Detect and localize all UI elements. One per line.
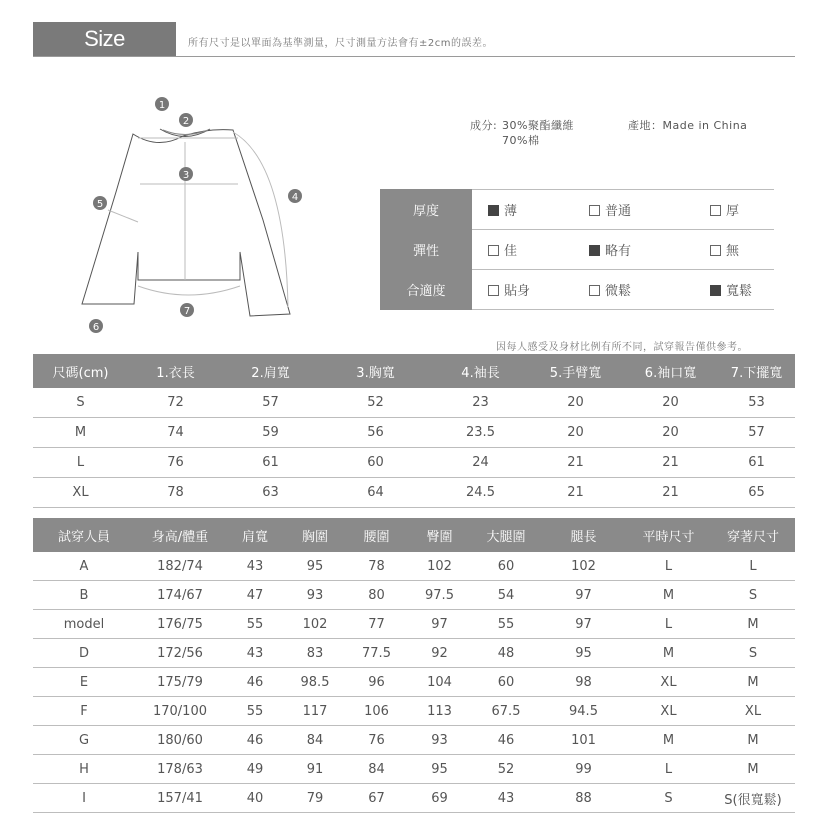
marker-6 — [89, 319, 103, 333]
table-cell: 20 — [528, 418, 623, 448]
marker-7 — [180, 303, 194, 317]
table-row — [33, 478, 795, 508]
table-cell: M — [626, 639, 711, 668]
table-cell: 99 — [541, 755, 626, 784]
attr-row-elasticity — [380, 230, 774, 270]
table-cell: S — [626, 784, 711, 813]
table-row — [33, 610, 795, 639]
column-header: 大腿圍 — [471, 518, 541, 552]
table-cell: S — [711, 581, 795, 610]
attr-label: 彈性 — [380, 230, 472, 270]
table-cell: 92 — [408, 639, 471, 668]
table-cell: 24 — [433, 448, 528, 478]
table-cell: 178/63 — [135, 755, 225, 784]
marker-5-label: 5 — [96, 199, 104, 210]
table-cell: 21 — [528, 448, 623, 478]
composition-line-1: 30%聚酯纖維 — [502, 119, 574, 132]
table-cell: 84 — [285, 726, 345, 755]
table-cell: M — [711, 755, 795, 784]
composition-line-2: 70%棉 — [502, 134, 540, 147]
table-cell: 157/41 — [135, 784, 225, 813]
table-cell: 69 — [408, 784, 471, 813]
table-cell: 43 — [225, 639, 285, 668]
marker-5 — [93, 196, 107, 210]
table-cell: 59 — [223, 418, 318, 448]
table-cell: 46 — [225, 726, 285, 755]
table-cell: 55 — [471, 610, 541, 639]
table-cell: 172/56 — [135, 639, 225, 668]
table-cell: A — [33, 552, 135, 581]
table-cell: S(很寬鬆) — [711, 784, 795, 813]
size-information-title: Size Information — [33, 22, 176, 56]
table-cell: L — [711, 552, 795, 581]
checkbox-empty-icon — [710, 245, 721, 256]
table-cell: 84 — [345, 755, 408, 784]
table-cell: 56 — [318, 418, 433, 448]
checkbox-checked-icon — [589, 245, 600, 256]
table-cell: M — [711, 610, 795, 639]
table-cell: I — [33, 784, 135, 813]
table-cell: S — [33, 388, 128, 418]
table-cell: 98 — [541, 668, 626, 697]
table-cell: D — [33, 639, 135, 668]
table-cell: 88 — [541, 784, 626, 813]
table-cell: 78 — [128, 478, 223, 508]
table-cell: L — [626, 755, 711, 784]
table-cell: 52 — [471, 755, 541, 784]
try-on-report-table — [33, 518, 795, 813]
try-on-table-header — [33, 518, 795, 552]
table-cell: 91 — [285, 755, 345, 784]
table-row — [33, 697, 795, 726]
column-header: 4.袖長 — [433, 354, 528, 388]
table-cell: 55 — [225, 697, 285, 726]
table-cell: 175/79 — [135, 668, 225, 697]
header-divider — [33, 56, 795, 57]
table-cell: 74 — [128, 418, 223, 448]
fit-reference-note: 因每人感受及身材比例有所不同，試穿報告僅供參考。 — [496, 342, 748, 353]
table-cell: B — [33, 581, 135, 610]
column-header: 腿長 — [541, 518, 626, 552]
attr-option: 貼身 — [504, 284, 531, 299]
table-cell: 54 — [471, 581, 541, 610]
table-cell: 104 — [408, 668, 471, 697]
table-cell: 170/100 — [135, 697, 225, 726]
table-cell: 102 — [408, 552, 471, 581]
table-cell: 113 — [408, 697, 471, 726]
marker-4 — [288, 189, 302, 203]
table-cell: L — [626, 610, 711, 639]
column-header: 5.手臂寬 — [528, 354, 623, 388]
table-cell: 176/75 — [135, 610, 225, 639]
column-header: 6.袖口寬 — [623, 354, 718, 388]
marker-4-label: 4 — [291, 192, 299, 203]
column-header: 尺碼(cm) — [33, 354, 128, 388]
composition-label: 成分: — [470, 119, 498, 132]
table-cell: L — [33, 448, 128, 478]
table-cell: 48 — [471, 639, 541, 668]
table-cell: 63 — [223, 478, 318, 508]
table-cell: M — [626, 726, 711, 755]
table-row — [33, 388, 795, 418]
table-cell: XL — [626, 697, 711, 726]
table-cell: M — [711, 668, 795, 697]
table-cell: H — [33, 755, 135, 784]
table-cell: 93 — [285, 581, 345, 610]
table-cell: 67.5 — [471, 697, 541, 726]
table-cell: S — [711, 639, 795, 668]
checkbox-empty-icon — [589, 205, 600, 216]
table-cell: XL — [711, 697, 795, 726]
sweater-outline-icon — [80, 92, 320, 342]
table-cell: 78 — [345, 552, 408, 581]
table-cell: 97 — [541, 581, 626, 610]
attr-option: 微鬆 — [605, 284, 632, 299]
table-cell: 80 — [345, 581, 408, 610]
table-cell: 52 — [318, 388, 433, 418]
table-cell: 21 — [623, 448, 718, 478]
attr-option: 無 — [726, 244, 740, 259]
table-cell: 47 — [225, 581, 285, 610]
table-cell: 93 — [408, 726, 471, 755]
checkbox-checked-icon — [488, 205, 499, 216]
table-cell: 21 — [528, 478, 623, 508]
table-cell: 20 — [623, 388, 718, 418]
attr-option: 略有 — [605, 244, 632, 259]
table-cell: F — [33, 697, 135, 726]
attr-row-thickness — [380, 190, 774, 230]
table-cell: 102 — [285, 610, 345, 639]
table-cell: 49 — [225, 755, 285, 784]
checkbox-checked-icon — [710, 285, 721, 296]
table-cell: 83 — [285, 639, 345, 668]
table-cell: 21 — [623, 478, 718, 508]
table-cell: 57 — [223, 388, 318, 418]
marker-3 — [179, 167, 193, 181]
table-cell: 102 — [541, 552, 626, 581]
column-header: 2.肩寬 — [223, 354, 318, 388]
column-header: 腰圍 — [345, 518, 408, 552]
attr-label: 合適度 — [380, 270, 472, 310]
table-cell: G — [33, 726, 135, 755]
column-header: 平時尺寸 — [626, 518, 711, 552]
table-cell: 182/74 — [135, 552, 225, 581]
table-cell: M — [711, 726, 795, 755]
table-cell: M — [626, 581, 711, 610]
table-cell: 97.5 — [408, 581, 471, 610]
size-chart-table — [33, 354, 795, 508]
table-cell: 60 — [318, 448, 433, 478]
table-cell: model — [33, 610, 135, 639]
marker-1 — [155, 97, 169, 111]
fabric-attributes-table — [380, 189, 774, 310]
table-cell: 76 — [128, 448, 223, 478]
table-cell: 61 — [718, 448, 795, 478]
marker-7-label: 7 — [183, 306, 191, 317]
table-cell: 77.5 — [345, 639, 408, 668]
attr-option: 厚 — [726, 204, 740, 219]
table-cell: 77 — [345, 610, 408, 639]
attr-row-fit — [380, 270, 774, 310]
column-header: 7.下擺寬 — [718, 354, 795, 388]
table-cell: 117 — [285, 697, 345, 726]
table-cell: 96 — [345, 668, 408, 697]
table-cell: 24.5 — [433, 478, 528, 508]
column-header: 穿著尺寸 — [711, 518, 795, 552]
attr-option: 佳 — [504, 244, 518, 259]
marker-6-label: 6 — [92, 322, 100, 333]
table-row — [33, 581, 795, 610]
column-header: 3.胸寬 — [318, 354, 433, 388]
column-header: 身高/體重 — [135, 518, 225, 552]
table-cell: 106 — [345, 697, 408, 726]
table-cell: XL — [626, 668, 711, 697]
attr-option: 薄 — [504, 204, 518, 219]
table-cell: 95 — [541, 639, 626, 668]
column-header: 胸圍 — [285, 518, 345, 552]
table-cell: 101 — [541, 726, 626, 755]
table-cell: 60 — [471, 668, 541, 697]
table-row — [33, 755, 795, 784]
table-cell: 97 — [408, 610, 471, 639]
table-row — [33, 448, 795, 478]
table-cell: M — [33, 418, 128, 448]
table-cell: 180/60 — [135, 726, 225, 755]
marker-1-label: 1 — [158, 100, 166, 111]
attr-label: 厚度 — [380, 190, 472, 230]
checkbox-empty-icon — [488, 245, 499, 256]
table-row — [33, 639, 795, 668]
table-cell: 57 — [718, 418, 795, 448]
marker-2-label: 2 — [182, 116, 190, 127]
table-cell: 98.5 — [285, 668, 345, 697]
attr-option: 寬鬆 — [726, 284, 753, 299]
origin: 產地：Made in China — [628, 119, 748, 132]
table-cell: 76 — [345, 726, 408, 755]
table-cell: 20 — [528, 388, 623, 418]
table-cell: 60 — [471, 552, 541, 581]
table-cell: 61 — [223, 448, 318, 478]
checkbox-empty-icon — [589, 285, 600, 296]
table-cell: 46 — [471, 726, 541, 755]
table-cell: 64 — [318, 478, 433, 508]
table-cell: L — [626, 552, 711, 581]
column-header: 1.衣長 — [128, 354, 223, 388]
column-header: 肩寬 — [225, 518, 285, 552]
table-cell: 95 — [285, 552, 345, 581]
table-row — [33, 552, 795, 581]
marker-3-label: 3 — [182, 170, 190, 181]
table-cell: 97 — [541, 610, 626, 639]
table-cell: 46 — [225, 668, 285, 697]
table-cell: 174/67 — [135, 581, 225, 610]
table-row — [33, 784, 795, 813]
table-cell: 55 — [225, 610, 285, 639]
table-cell: 65 — [718, 478, 795, 508]
table-cell: XL — [33, 478, 128, 508]
checkbox-empty-icon — [488, 285, 499, 296]
table-cell: 94.5 — [541, 697, 626, 726]
table-cell: 67 — [345, 784, 408, 813]
table-cell: 23 — [433, 388, 528, 418]
table-cell: 79 — [285, 784, 345, 813]
table-cell: 40 — [225, 784, 285, 813]
table-cell: E — [33, 668, 135, 697]
table-cell: 53 — [718, 388, 795, 418]
table-cell: 43 — [225, 552, 285, 581]
table-cell: 23.5 — [433, 418, 528, 448]
table-row — [33, 726, 795, 755]
size-table-header — [33, 354, 795, 388]
column-header: 臀圍 — [408, 518, 471, 552]
table-cell: 20 — [623, 418, 718, 448]
measurement-note: 所有尺寸是以單面為基準測量，尺寸測量方法會有±2cm的誤差。 — [188, 38, 493, 49]
marker-2 — [179, 113, 193, 127]
column-header: 試穿人員 — [33, 518, 135, 552]
table-cell: 95 — [408, 755, 471, 784]
attr-option: 普通 — [605, 204, 632, 219]
table-cell: 72 — [128, 388, 223, 418]
table-row — [33, 418, 795, 448]
table-row — [33, 668, 795, 697]
table-cell: 43 — [471, 784, 541, 813]
checkbox-empty-icon — [710, 205, 721, 216]
